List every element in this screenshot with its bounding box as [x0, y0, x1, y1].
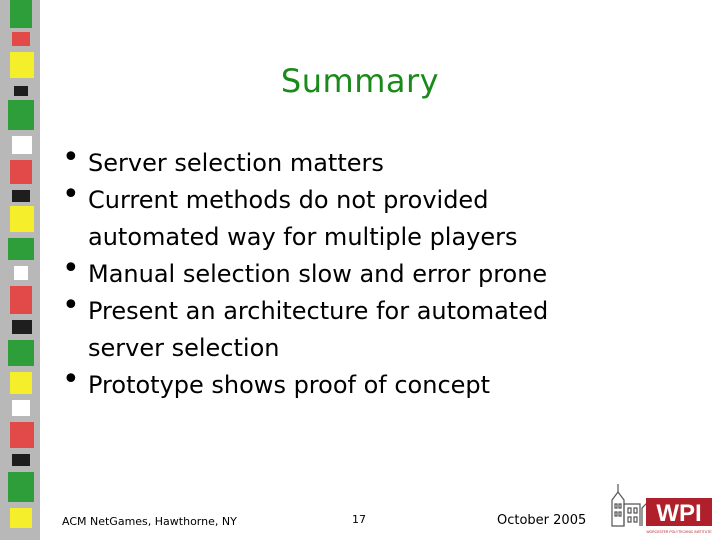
bullet-line: Prototype shows proof of concept [88, 371, 491, 399]
strip-block [10, 508, 32, 528]
strip-block [10, 206, 34, 232]
bullet-item [62, 288, 682, 367]
bullet-line: Present an architecture for automated [88, 297, 549, 325]
strip-block [12, 136, 32, 154]
footer-page-number: 17 [352, 513, 366, 526]
footer-venue: ACM NetGames, Hawthorne, NY [62, 515, 237, 528]
strip-block [8, 238, 34, 260]
strip-block [12, 400, 30, 416]
slide-title: Summary [280, 62, 440, 100]
footer-date: October 2005 [497, 513, 587, 528]
strip-block [12, 454, 30, 466]
strip-block [10, 0, 32, 28]
bullet-item [62, 177, 682, 256]
bullet-line: automated way for multiple players [88, 223, 518, 251]
bullet-marker: • [62, 140, 80, 175]
strip-block [10, 160, 32, 184]
strip-block [8, 472, 34, 502]
bullet-marker: • [62, 251, 80, 286]
strip-block [12, 320, 32, 334]
strip-block [8, 100, 34, 130]
bullet-list [62, 140, 682, 404]
logo-text: WPI [656, 500, 702, 527]
strip-block [10, 422, 34, 448]
strip-block [10, 372, 32, 394]
bullet-line: server selection [88, 334, 280, 362]
bullet-item [62, 251, 682, 293]
wpi-logo [606, 478, 714, 536]
bullet-item [62, 140, 682, 182]
logo-subtext: WORCESTER POLYTECHNIC INSTITUTE [646, 530, 712, 534]
strip-block [10, 286, 32, 314]
bullet-line: Manual selection slow and error prone [88, 260, 548, 288]
strip-block [12, 190, 30, 202]
bullet-marker: • [62, 288, 80, 323]
bullet-marker: • [62, 362, 80, 397]
strip-block [14, 266, 28, 280]
strip-block [8, 340, 34, 366]
bullet-item [62, 362, 682, 404]
bullet-marker: • [62, 177, 80, 212]
bullet-line: Server selection matters [88, 149, 384, 177]
strip-block [12, 32, 30, 46]
bullet-line: Current methods do not provided [88, 186, 489, 214]
